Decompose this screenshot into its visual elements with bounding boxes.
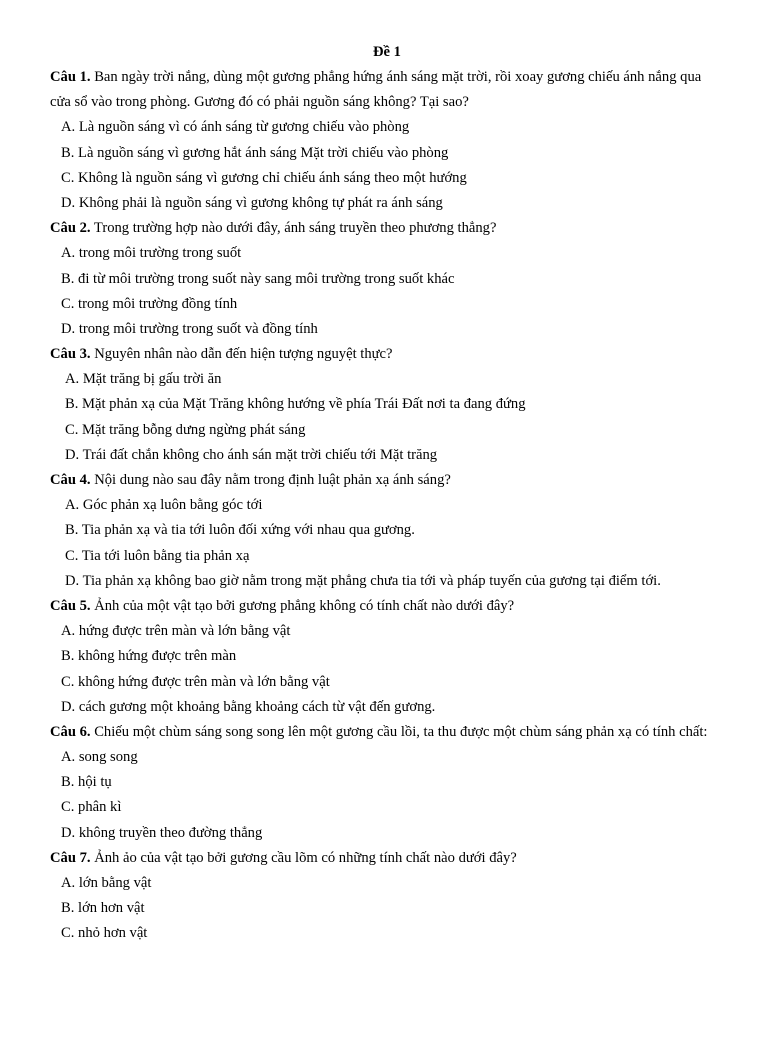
question-5 <box>50 594 724 619</box>
option-6b: B. hội tụ <box>61 774 112 791</box>
option-5b: B. không hứng được trên màn <box>61 648 237 665</box>
question-text: Nguyên nhân nào dẫn đến hiện tượng nguyệt thực? <box>90 346 393 363</box>
option-1c: C. Không là nguồn sáng vì gương chỉ chiếu ánh sáng theo một hướng <box>61 169 467 186</box>
question-7 <box>50 846 724 871</box>
option-3c: C. Mặt trăng bỗng dưng ngừng phát sáng <box>65 421 306 438</box>
option-1d: D. Không phải là nguồn sáng vì gương không tự phát ra ánh sáng <box>61 194 443 211</box>
option-2b: B. đi từ môi trường trong suốt này sang môi trường trong suốt khác <box>61 270 455 287</box>
document-title: Đề 1 <box>373 44 401 60</box>
question-3 <box>50 342 724 367</box>
option-7a: A. lớn bằng vật <box>61 875 152 892</box>
document-page <box>0 39 768 1063</box>
option-2c: C. trong môi trường đồng tính <box>61 295 238 312</box>
question-number: Câu 6. <box>50 723 91 740</box>
option-4b: B. Tia phản xạ và tia tới luôn đối xứng với nhau qua gương. <box>65 522 415 539</box>
question-text: Ban ngày trời nắng, dùng một gương phẳng hứng ánh sáng mặt trời, rồi xoay gương chiếu ánh nắng qua cửa sổ vào trong phòng. Gương đó có phải nguồn sáng không? Tại sao? <box>50 69 702 111</box>
question-6 <box>50 720 724 745</box>
question-4 <box>50 468 724 493</box>
option-3b: B. Mặt phản xạ của Mặt Trăng không hướng về phía Trái Đất nơi ta đang đứng <box>65 396 526 413</box>
option-4a: A. Góc phản xạ luôn bằng góc tới <box>65 497 263 514</box>
question-text: Chiếu một chùm sáng song song lên một gương cầu lồi, ta thu được một chùm sáng phản xạ có tính chất: <box>90 723 708 740</box>
question-number: Câu 3. <box>50 346 91 363</box>
question-number: Câu 2. <box>50 220 91 237</box>
option-6d: D. không truyền theo đường thẳng <box>61 824 263 841</box>
option-3d: D. Trái đất chắn không cho ánh sán mặt trời chiếu tới Mặt trăng <box>65 446 438 463</box>
option-4d: D. Tia phản xạ không bao giờ nằm trong mặt phẳng chưa tia tới và pháp tuyến của gương tại điểm tới. <box>65 572 661 589</box>
option-2a: A. trong môi trường trong suốt <box>61 245 242 262</box>
question-number: Câu 4. <box>50 472 91 489</box>
question-number: Câu 1. <box>50 69 91 85</box>
question-1 <box>50 65 724 115</box>
option-1b: B. Là nguồn sáng vì gương hắt ánh sáng Mặt trời chiếu vào phòng <box>61 144 449 161</box>
option-5d: D. cách gương một khoảng bằng khoảng cách từ vật đến gương. <box>61 698 436 715</box>
question-text: Nội dung nào sau đây nằm trong định luật phản xạ ánh sáng? <box>90 472 451 489</box>
option-3a: A. Mặt trăng bị gấu trời ăn <box>65 371 222 388</box>
option-5a: A. hứng được trên màn và lớn bằng vật <box>61 623 291 640</box>
option-7b: B. lớn hơn vật <box>61 900 145 917</box>
question-text: Ảnh ảo của vật tạo bởi gương cầu lõm có những tính chất nào dưới đây? <box>90 849 517 866</box>
option-2d: D. trong môi trường trong suốt và đồng tính <box>61 320 318 337</box>
question-number: Câu 5. <box>50 597 91 614</box>
question-number: Câu 7. <box>50 849 91 866</box>
option-7c: C. nhỏ hơn vật <box>61 925 148 942</box>
option-1a: A. Là nguồn sáng vì có ánh sáng từ gương chiếu vào phòng <box>61 119 410 136</box>
question-2 <box>50 216 724 241</box>
option-6a: A. song song <box>61 749 138 766</box>
option-4c: C. Tia tới luôn bằng tia phản xạ <box>65 547 250 564</box>
option-5c: C. không hứng được trên màn và lớn bằng vật <box>61 673 330 690</box>
question-text: Trong trường hợp nào dưới đây, ánh sáng truyền theo phương thẳng? <box>90 220 497 237</box>
option-6c: C. phân kì <box>61 799 122 816</box>
question-text: Ảnh của một vật tạo bởi gương phẳng không có tính chất nào dưới đây? <box>90 597 515 614</box>
